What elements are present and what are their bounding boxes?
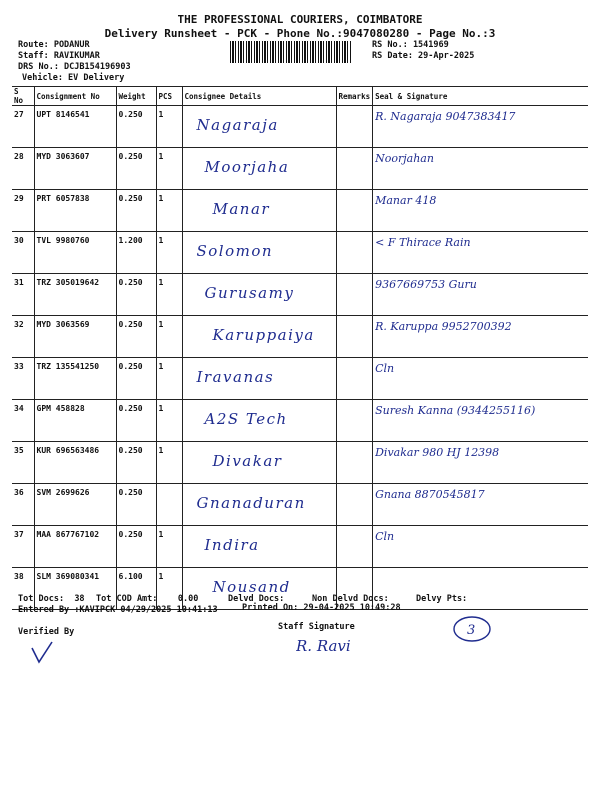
- row-consignment-no-cell: [34, 232, 116, 274]
- row-weight: 0.250: [118, 278, 143, 287]
- printed-on: Printed On: 29-04-2025 10:49:28: [242, 603, 401, 613]
- row-seal-signature: 9367669753 Guru: [375, 278, 477, 291]
- tot-docs-label: Tot Docs:: [18, 594, 65, 604]
- row-seal-signature-cell: [373, 484, 588, 526]
- row-consignment-no: TVL 9980760: [36, 236, 90, 245]
- runsheet-table: [12, 86, 588, 610]
- row-consignment-no-cell: [34, 190, 116, 232]
- row-seal-signature-cell: [373, 442, 588, 484]
- row-sno: 35: [14, 446, 24, 455]
- row-pcs-cell: [156, 106, 182, 148]
- row-seal-signature-cell: [373, 190, 588, 232]
- table-row: [12, 526, 588, 568]
- col-pcs: PCS: [156, 87, 182, 106]
- staff-label: Staff: RAVIKUMAR: [18, 51, 100, 61]
- row-consignment-no: TRZ 305019642: [36, 278, 100, 287]
- row-seal-signature: R. Nagaraja 9047383417: [375, 110, 516, 123]
- verified-check-mark: [30, 640, 54, 664]
- table-row: [12, 232, 588, 274]
- row-weight-cell: [116, 274, 156, 316]
- row-consignee: Gurusamy: [204, 284, 295, 302]
- row-seal-signature: Cln: [375, 530, 395, 543]
- row-seal-signature-cell: [373, 568, 588, 610]
- row-consignment-no: TRZ 135541250: [36, 362, 100, 371]
- rs-date: RS Date: 29-Apr-2025: [372, 51, 475, 61]
- row-pcs: 1: [158, 572, 164, 581]
- row-sno: 31: [14, 278, 24, 287]
- row-consignee-cell: [182, 148, 336, 190]
- row-consignee-cell: [182, 190, 336, 232]
- row-consignment-no: SVM 2699626: [36, 488, 90, 497]
- row-pcs-cell: [156, 526, 182, 568]
- delvy-pts-label: Delvy Pts:: [416, 594, 468, 604]
- col-seal: Seal & Signature: [373, 87, 588, 106]
- row-consignee: Iravanas: [196, 368, 275, 386]
- row-consignment-no-cell: [34, 358, 116, 400]
- row-consignment-no: KUR 696563486: [36, 446, 100, 455]
- row-pcs-cell: [156, 400, 182, 442]
- row-seal-signature-cell: [373, 106, 588, 148]
- table-row: [12, 148, 588, 190]
- col-sno: S No: [12, 87, 34, 106]
- row-consignment-no-cell: [34, 316, 116, 358]
- row-weight-cell: [116, 400, 156, 442]
- row-weight-cell: [116, 190, 156, 232]
- row-sno-cell: [12, 316, 34, 358]
- row-sno-cell: [12, 106, 34, 148]
- row-pcs: 1: [158, 110, 164, 119]
- row-pcs: 1: [158, 446, 164, 455]
- tot-cod-label: Tot COD Amt:: [96, 594, 158, 604]
- table-row: [12, 316, 588, 358]
- row-remarks-cell: [336, 106, 373, 148]
- row-seal-signature: Gnana 8870545817: [375, 488, 485, 501]
- row-weight-cell: [116, 484, 156, 526]
- row-weight: 0.250: [118, 320, 143, 329]
- row-consignee-cell: [182, 358, 336, 400]
- staff-signature-hand: R. Ravi: [296, 637, 351, 655]
- row-pcs-cell: [156, 484, 182, 526]
- row-consignment-no: MYD 3063569: [36, 320, 90, 329]
- row-weight: 0.250: [118, 446, 143, 455]
- row-consignee-cell: [182, 316, 336, 358]
- row-sno: 28: [14, 152, 24, 161]
- page-circle-number: 3: [467, 623, 476, 638]
- row-seal-signature-cell: [373, 316, 588, 358]
- row-weight: 0.250: [118, 404, 143, 413]
- row-seal-signature: R. Karuppa 9952700392: [375, 320, 512, 333]
- row-consignment-no: UPT 8146541: [36, 110, 90, 119]
- row-seal-signature: Suresh Kanna (9344255116): [375, 404, 536, 417]
- row-remarks-cell: [336, 484, 373, 526]
- row-pcs: 1: [158, 320, 164, 329]
- row-seal-signature: < F Thirace Rain: [375, 236, 471, 249]
- row-weight: 0.250: [118, 152, 143, 161]
- col-consignment: Consignment No: [34, 87, 116, 106]
- barcode-image: [230, 41, 352, 63]
- row-pcs-cell: [156, 274, 182, 316]
- row-seal-signature-cell: [373, 148, 588, 190]
- row-sno-cell: [12, 358, 34, 400]
- row-consignment-no: GPM 458828: [36, 404, 85, 413]
- row-remarks-cell: [336, 400, 373, 442]
- row-weight-cell: [116, 232, 156, 274]
- drs-number: DRS No.: DCJB154196903: [18, 62, 131, 72]
- row-sno-cell: [12, 232, 34, 274]
- row-sno-cell: [12, 484, 34, 526]
- row-consignment-no-cell: [34, 526, 116, 568]
- row-consignment-no: MYD 3063607: [36, 152, 90, 161]
- row-sno: 36: [14, 488, 24, 497]
- row-consignee-cell: [182, 442, 336, 484]
- row-sno: 33: [14, 362, 24, 371]
- row-consignment-no-cell: [34, 484, 116, 526]
- row-consignee-cell: [182, 484, 336, 526]
- row-consignment-no-cell: [34, 106, 116, 148]
- row-consignment-no-cell: [34, 274, 116, 316]
- row-sno: 37: [14, 530, 24, 539]
- row-seal-signature: Noorjahan: [375, 152, 434, 165]
- row-weight-cell: [116, 106, 156, 148]
- row-sno: 29: [14, 194, 24, 203]
- row-weight: 0.250: [118, 488, 143, 497]
- tot-docs-value: 38: [74, 594, 85, 604]
- row-pcs-cell: [156, 316, 182, 358]
- delvd-docs-label: Delvd Docs:: [228, 594, 285, 604]
- row-consignment-no-cell: [34, 400, 116, 442]
- row-weight-cell: [116, 316, 156, 358]
- table-row: [12, 190, 588, 232]
- row-weight: 0.250: [118, 194, 143, 203]
- vehicle-label: Vehicle: EV Delivery: [22, 73, 125, 83]
- row-consignee-cell: [182, 106, 336, 148]
- table-row: [12, 400, 588, 442]
- col-remarks: Remarks: [336, 87, 373, 106]
- page-circle-mark: [452, 614, 492, 644]
- row-remarks-cell: [336, 316, 373, 358]
- table-row: [12, 442, 588, 484]
- row-seal-signature-cell: [373, 400, 588, 442]
- row-remarks-cell: [336, 526, 373, 568]
- row-seal-signature-cell: [373, 274, 588, 316]
- table-row: [12, 274, 588, 316]
- col-weight: Weight: [116, 87, 156, 106]
- row-consignee: A2S Tech: [204, 410, 288, 428]
- row-pcs-cell: [156, 358, 182, 400]
- row-sno-cell: [12, 148, 34, 190]
- row-weight-cell: [116, 526, 156, 568]
- row-weight: 0.250: [118, 530, 143, 539]
- company-title: THE PROFESSIONAL COURIERS, COIMBATORE: [177, 13, 423, 26]
- row-seal-signature-cell: [373, 358, 588, 400]
- row-pcs: 1: [158, 152, 164, 161]
- table-row: [12, 358, 588, 400]
- row-consignee: Solomon: [196, 242, 274, 260]
- row-consignee-cell: [182, 274, 336, 316]
- row-consignee: Nagaraja: [196, 116, 279, 134]
- row-sno: 32: [14, 320, 24, 329]
- row-seal-signature: Cln: [375, 362, 395, 375]
- row-consignee-cell: [182, 400, 336, 442]
- tot-cod-value: 0.00: [177, 594, 199, 604]
- route-label: Route: PODANUR: [18, 40, 90, 50]
- row-weight-cell: [116, 148, 156, 190]
- row-pcs: 1: [158, 404, 164, 413]
- row-weight: 0.250: [118, 362, 143, 371]
- row-pcs: 1: [158, 278, 164, 287]
- row-seal-signature-cell: [373, 526, 588, 568]
- row-consignee: Divakar: [212, 452, 283, 470]
- row-weight: 1.200: [118, 236, 143, 245]
- row-consignment-no-cell: [34, 148, 116, 190]
- row-pcs: 1: [158, 362, 164, 371]
- row-consignment-no: MAA 867767102: [36, 530, 100, 539]
- row-remarks-cell: [336, 148, 373, 190]
- row-pcs: 1: [158, 530, 164, 539]
- row-consignee: Karuppaiya: [212, 326, 315, 344]
- row-consignee: Moorjaha: [204, 158, 290, 176]
- table-header-row: [12, 87, 588, 106]
- row-weight: 6.100: [118, 572, 143, 581]
- row-consignee-cell: [182, 526, 336, 568]
- row-consignment-no: PRT 6057838: [36, 194, 90, 203]
- row-seal-signature: Manar 418: [375, 194, 437, 207]
- row-consignment-no: SLM 369080341: [36, 572, 100, 581]
- row-sno-cell: [12, 442, 34, 484]
- verified-by-label: Verified By: [18, 627, 75, 637]
- row-sno-cell: [12, 274, 34, 316]
- row-consignee: Nousand: [212, 578, 291, 596]
- row-remarks-cell: [336, 232, 373, 274]
- entered-by: Entered By :KAVIPCK 04/29/2025 10:41:13: [18, 605, 218, 615]
- row-sno-cell: [12, 526, 34, 568]
- row-sno: 30: [14, 236, 24, 245]
- row-pcs-cell: [156, 148, 182, 190]
- row-pcs-cell: [156, 442, 182, 484]
- table-row: [12, 106, 588, 148]
- row-remarks-cell: [336, 358, 373, 400]
- row-pcs: 1: [158, 236, 164, 245]
- row-remarks-cell: [336, 274, 373, 316]
- row-sno-cell: [12, 190, 34, 232]
- row-remarks-cell: [336, 190, 373, 232]
- staff-signature-label: Staff Signature: [278, 622, 355, 632]
- row-consignee: Manar: [212, 200, 271, 218]
- row-weight-cell: [116, 358, 156, 400]
- row-weight-cell: [116, 442, 156, 484]
- row-remarks-cell: [336, 442, 373, 484]
- row-seal-signature: Divakar 980 HJ 12398: [375, 446, 500, 459]
- table-row: [12, 484, 588, 526]
- row-pcs-cell: [156, 232, 182, 274]
- row-consignee: Indira: [204, 536, 260, 554]
- row-consignment-no-cell: [34, 442, 116, 484]
- row-consignee-cell: [182, 232, 336, 274]
- row-sno: 34: [14, 404, 24, 413]
- row-pcs-cell: [156, 190, 182, 232]
- row-sno: 38: [14, 572, 24, 581]
- row-sno-cell: [12, 400, 34, 442]
- runsheet-subtitle: Delivery Runsheet - PCK - Phone No.:9047080280 - Page No.:3: [104, 27, 496, 40]
- row-pcs: 1: [158, 194, 164, 203]
- col-consignee: Consignee Details: [182, 87, 336, 106]
- row-seal-signature-cell: [373, 232, 588, 274]
- non-delvd-docs-label: Non Delvd Docs:: [312, 594, 389, 604]
- row-sno: 27: [14, 110, 24, 119]
- rs-number: RS No.: 1541969: [372, 40, 449, 50]
- row-consignee: Gnanaduran: [196, 494, 306, 512]
- row-weight: 0.250: [118, 110, 143, 119]
